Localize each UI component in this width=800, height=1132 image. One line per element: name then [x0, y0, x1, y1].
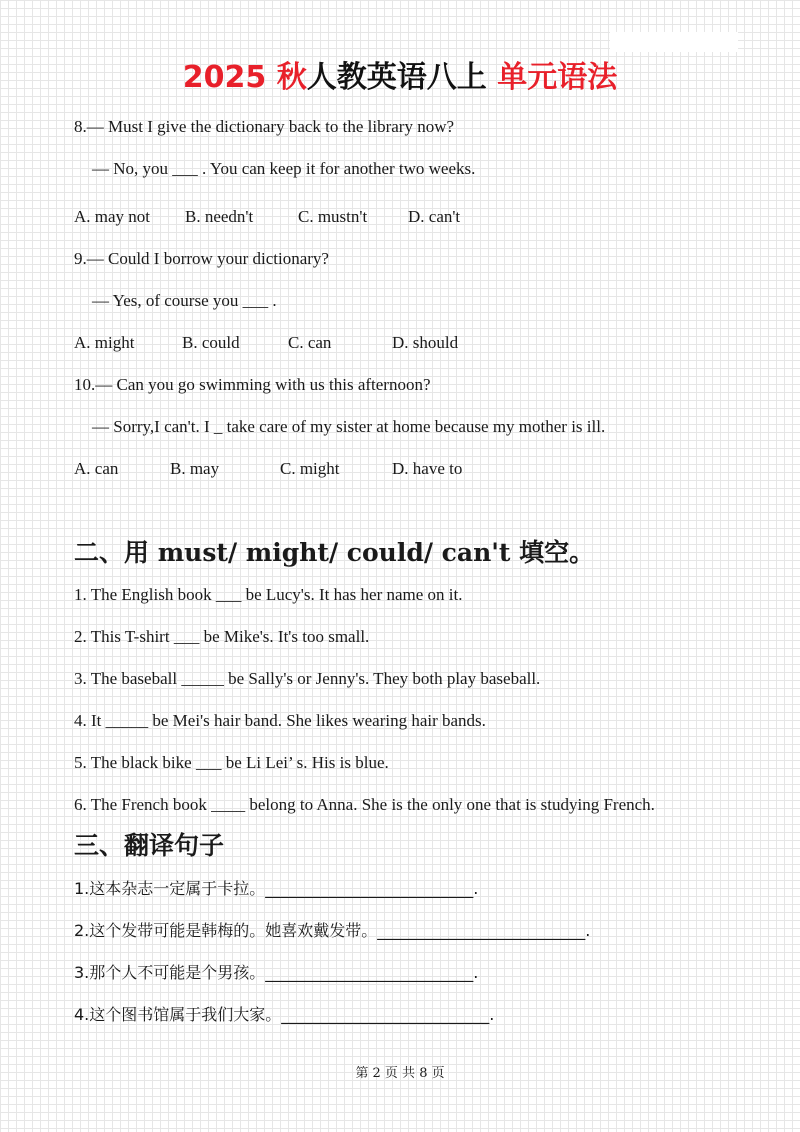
- fill-item-6: 6. The French book ____ belong to Anna. She is the only one that is studying French.: [74, 795, 655, 814]
- question-10: 10.— Can you go swimming with us this afternoon?: [74, 375, 431, 394]
- title-year: 2025 秋: [182, 60, 307, 95]
- title-course: 人教英语八上: [306, 60, 487, 95]
- q10-option-a: A. can: [74, 459, 119, 478]
- section3-heading: 三、翻译句子: [74, 831, 225, 860]
- q9-option-c: C. can: [288, 333, 332, 352]
- top-mask: [610, 32, 738, 52]
- fill-item-3: 3. The baseball _____ be Sally's or Jenny's. They both play baseball.: [74, 669, 541, 688]
- section2-heading: 二、用 must/ might/ could/ can't 填空。: [74, 538, 595, 567]
- q8-option-c: C. mustn't: [298, 207, 368, 226]
- q10-option-c: C. might: [280, 459, 340, 478]
- translate-item-2: 2.这个发带可能是韩梅的。她喜欢戴发带。__________________________.: [74, 921, 591, 940]
- q9-option-d: D. should: [392, 333, 459, 352]
- fill-item-1: 1. The English book ___ be Lucy's. It has her name on it.: [74, 585, 463, 604]
- q8-option-a: A. may not: [74, 207, 151, 226]
- page-number: 第 2 页 共 8 页: [355, 1066, 445, 1081]
- q10-option-d: D. have to: [392, 459, 463, 478]
- q8-option-d: D. can't: [408, 207, 461, 226]
- title-topic: 单元语法: [497, 60, 618, 95]
- translate-item-1: 1.这本杂志一定属于卡拉。__________________________.: [74, 879, 479, 898]
- q8-option-b: B. needn't: [185, 207, 254, 226]
- fill-item-2: 2. This T-shirt ___ be Mike's. It's too small.: [74, 627, 370, 646]
- answer-10: — Sorry,I can't. I _ take care of my sister at home because my mother is ill.: [92, 417, 606, 436]
- q9-option-b: B. could: [182, 333, 240, 352]
- q10-option-b: B. may: [170, 459, 220, 478]
- fill-item-5: 5. The black bike ___ be Li Lei’ s. His is blue.: [74, 753, 389, 772]
- answer-8: — No, you ___ . You can keep it for another two weeks.: [92, 159, 476, 178]
- q9-option-a: A. might: [74, 333, 135, 352]
- question-9: 9.— Could I borrow your dictionary?: [74, 249, 329, 268]
- translate-item-3: 3.那个人不可能是个男孩。__________________________.: [74, 963, 479, 982]
- answer-9: — Yes, of course you ___ .: [92, 291, 277, 310]
- page-title: [0, 56, 800, 100]
- fill-item-4: 4. It _____ be Mei's hair band. She likes wearing hair bands.: [74, 711, 486, 730]
- translate-item-4: 4.这个图书馆属于我们大家。__________________________.: [74, 1005, 495, 1024]
- question-8: 8.— Must I give the dictionary back to the library now?: [74, 117, 455, 136]
